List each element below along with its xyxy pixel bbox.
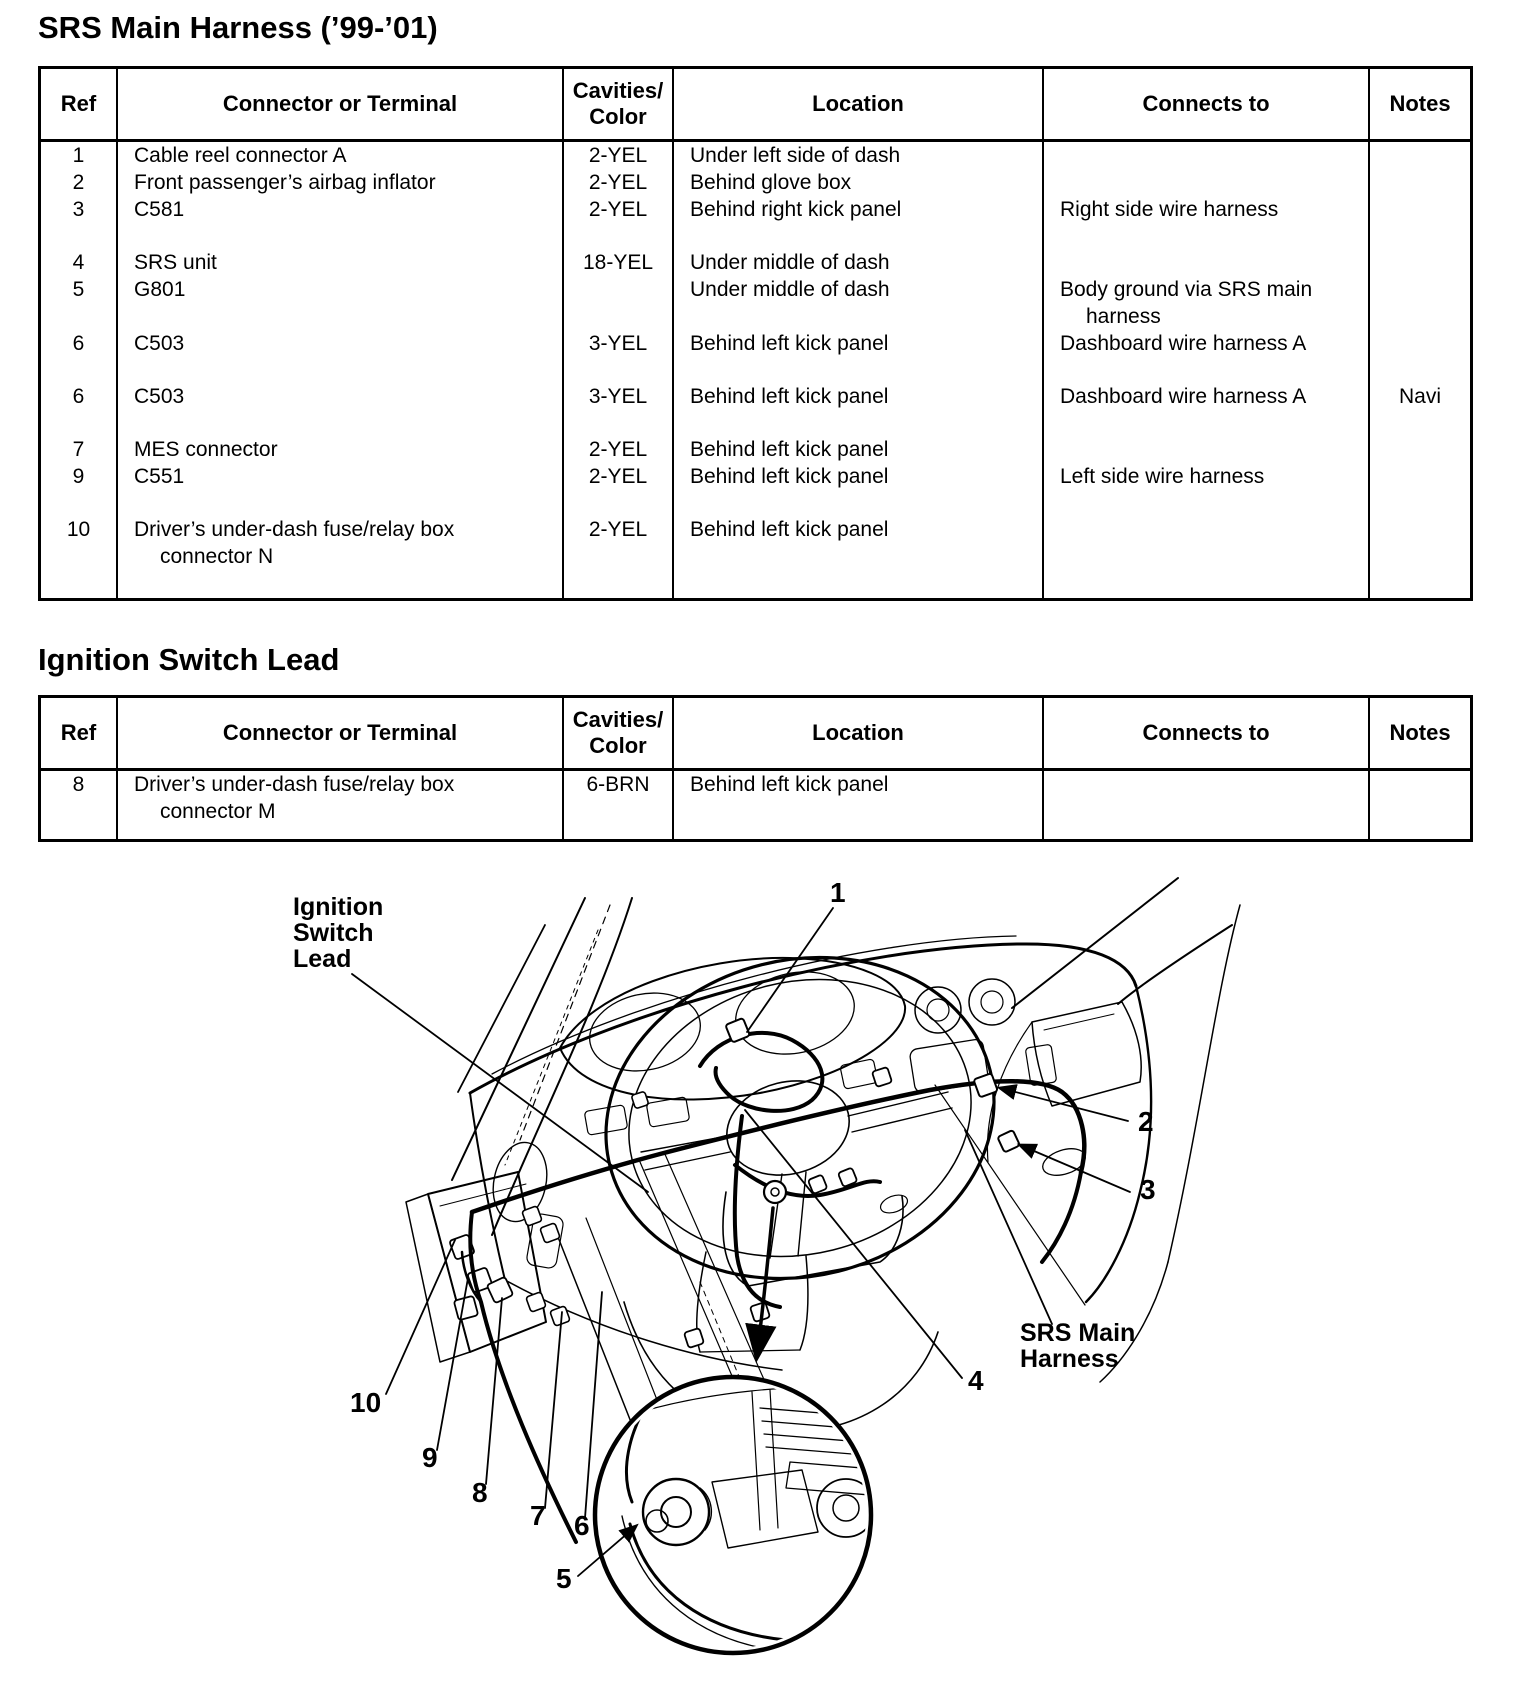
cell-location: Under middle of dash — [672, 249, 1042, 276]
cell-ref — [41, 223, 116, 249]
cell-cavities: 2-YEL — [562, 516, 672, 570]
cell-connects-to — [1042, 142, 1368, 169]
cell-connector — [116, 829, 562, 839]
cell-cavities: 3-YEL — [562, 330, 672, 357]
cell-ref — [41, 410, 116, 436]
table-row-ref-3 — [41, 196, 1470, 223]
table-row-ref-7 — [41, 436, 1470, 463]
cell-notes — [1368, 463, 1470, 490]
column-header-connector-or-terminal: Connector or Terminal — [116, 69, 562, 142]
cell-location: Under middle of dash — [672, 276, 1042, 330]
table-row-ref-9 — [41, 463, 1470, 490]
spacer-row — [41, 410, 1470, 436]
cell-notes — [1368, 169, 1470, 196]
cell-notes — [1368, 249, 1470, 276]
callout-1: 1 — [830, 877, 846, 908]
cell-connects-to: Dashboard wire harness A — [1042, 330, 1368, 357]
cell-connects-to — [1042, 516, 1368, 570]
cell-connector: C581 — [116, 196, 562, 223]
ignition-switch-lead-label-line2: Switch — [293, 919, 374, 947]
leader-7 — [545, 1312, 562, 1508]
cell-ref: 2 — [72, 171, 85, 194]
cell-cavities — [562, 490, 672, 516]
cell-notes — [1368, 223, 1470, 249]
spacer-row — [41, 570, 1470, 598]
column-header-ref: Ref — [41, 69, 116, 142]
spacer-row — [41, 357, 1470, 383]
cell-connector: G801 — [116, 276, 562, 330]
header-row — [41, 698, 1470, 771]
cell-location: Behind right kick panel — [672, 196, 1042, 223]
cell-notes — [1368, 771, 1470, 829]
cell-connector: Cable reel connector A — [116, 142, 562, 169]
cell-connector: MES connector — [116, 436, 562, 463]
ignition-table-body — [41, 771, 1470, 839]
dashboard-outline — [470, 936, 1151, 1370]
cell-location — [672, 490, 1042, 516]
cell-location: Behind glove box — [672, 169, 1042, 196]
dashboard-wiring-diagram — [0, 874, 1520, 1704]
cell-connector: Front passenger’s airbag inflator — [116, 169, 562, 196]
cell-cavities: 2-YEL — [562, 196, 672, 223]
srs-main-harness-label-line2: Harness — [1020, 1345, 1119, 1373]
cell-connects-to — [1042, 436, 1368, 463]
cell-location — [672, 410, 1042, 436]
callout-9: 9 — [422, 1442, 438, 1473]
column-header-connects-to: Connects to — [1042, 69, 1368, 142]
cell-cavities: 3-YEL — [562, 383, 672, 410]
cell-ref: 6 — [72, 385, 85, 408]
cell-ref: 6 — [72, 332, 85, 355]
cell-connects-to — [1042, 357, 1368, 383]
ignition-switch-lead-table — [38, 695, 1473, 842]
cell-notes — [1368, 436, 1470, 463]
cell-cavities — [562, 410, 672, 436]
cell-cavities — [562, 357, 672, 383]
cell-location: Behind left kick panel — [672, 516, 1042, 570]
cell-location: Behind left kick panel — [672, 436, 1042, 463]
column-header-location: Location — [672, 69, 1042, 142]
cell-cavities: 2-YEL — [562, 463, 672, 490]
cell-connects-to — [1042, 223, 1368, 249]
cell-ref: 3 — [72, 198, 85, 221]
cell-cavities: 2-YEL — [562, 436, 672, 463]
cell-location — [672, 357, 1042, 383]
cell-ref: 9 — [72, 465, 85, 488]
cell-location: Behind left kick panel — [672, 771, 1042, 829]
cell-connector: C503 — [116, 330, 562, 357]
table-row-ref-10 — [41, 516, 1470, 570]
ignition-switch-lead-title: Ignition Switch Lead — [38, 642, 340, 677]
cell-location: Behind left kick panel — [672, 330, 1042, 357]
column-header-location: Location — [672, 698, 1042, 771]
callout-7: 7 — [530, 1500, 546, 1531]
cell-connects-to: Body ground via SRS main harness — [1042, 276, 1368, 330]
spacer-row — [41, 223, 1470, 249]
header-row — [41, 69, 1470, 142]
spacer-row — [41, 490, 1470, 516]
cell-notes — [1368, 357, 1470, 383]
cell-connector — [116, 570, 562, 598]
cell-notes: Navi — [1368, 383, 1470, 410]
inset-magnifier-circle — [595, 1365, 1086, 1653]
cell-connects-to — [1042, 829, 1368, 839]
cell-cavities — [562, 570, 672, 598]
cell-notes — [1368, 490, 1470, 516]
cell-connects-to — [1042, 410, 1368, 436]
cell-notes — [1368, 330, 1470, 357]
cell-connects-to: Left side wire harness — [1042, 463, 1368, 490]
callout-3: 3 — [1140, 1174, 1156, 1205]
column-header-cavities: Cavities/ Color — [562, 69, 672, 142]
cell-connector: C503 — [116, 383, 562, 410]
cell-connector — [116, 410, 562, 436]
cell-ref: 10 — [66, 518, 91, 541]
cell-connects-to — [1042, 249, 1368, 276]
column-header-notes: Notes — [1368, 69, 1470, 142]
spacer-row — [41, 829, 1470, 839]
cell-ref — [41, 829, 116, 839]
cell-connector: Driver’s under-dash fuse/relay box connector M — [116, 771, 562, 829]
leader-4 — [745, 1110, 962, 1378]
srs-table-body — [41, 142, 1470, 598]
callout-6: 6 — [574, 1510, 590, 1541]
table-row-ref-5 — [41, 276, 1470, 330]
cell-cavities — [562, 276, 672, 330]
table-row-ref-2 — [41, 169, 1470, 196]
cell-connects-to — [1042, 490, 1368, 516]
srs-main-harness-label-line1: SRS Main — [1020, 1319, 1136, 1347]
column-header-ref: Ref — [41, 698, 116, 771]
table-row-ref-6 — [41, 330, 1470, 357]
leader-3 — [1020, 1145, 1130, 1192]
cell-notes — [1368, 196, 1470, 223]
cell-ref — [41, 570, 116, 598]
leader-10 — [386, 1240, 455, 1394]
srs-main-harness-title: SRS Main Harness (’99-’01) — [38, 10, 438, 45]
cell-ref: 1 — [72, 144, 85, 167]
cell-ref: 4 — [72, 251, 85, 274]
cell-notes — [1368, 410, 1470, 436]
cell-connector: SRS unit — [116, 249, 562, 276]
column-header-connects-to: Connects to — [1042, 698, 1368, 771]
cell-ref — [41, 357, 116, 383]
leader-srs-harness — [965, 1130, 1052, 1324]
cell-notes — [1368, 276, 1470, 330]
right-pillar — [1012, 878, 1240, 1382]
cell-connects-to — [1042, 771, 1368, 829]
table-row-ref-8 — [41, 771, 1470, 829]
cell-cavities — [562, 829, 672, 839]
cell-connects-to: Right side wire harness — [1042, 196, 1368, 223]
cell-cavities: 2-YEL — [562, 142, 672, 169]
callout-8: 8 — [472, 1477, 488, 1508]
cell-ref: 7 — [72, 438, 85, 461]
cell-connector: Driver’s under-dash fuse/relay box connector N — [116, 516, 562, 570]
srs-table-header — [41, 69, 1470, 142]
table-row-ref-1 — [41, 142, 1470, 169]
ignition-table-header — [41, 698, 1470, 771]
cell-location — [672, 829, 1042, 839]
column-header-notes: Notes — [1368, 698, 1470, 771]
callout-4: 4 — [968, 1365, 984, 1396]
leader-ignition-lead — [352, 974, 648, 1192]
cell-ref — [41, 490, 116, 516]
cell-notes — [1368, 516, 1470, 570]
cell-connector — [116, 223, 562, 249]
cell-location: Behind left kick panel — [672, 383, 1042, 410]
cell-cavities — [562, 223, 672, 249]
cell-connects-to — [1042, 169, 1368, 196]
cell-notes — [1368, 829, 1470, 839]
cell-ref: 8 — [72, 773, 85, 796]
cell-ref: 5 — [72, 278, 85, 301]
callout-2: 2 — [1138, 1106, 1154, 1137]
cell-connects-to — [1042, 570, 1368, 598]
table-row-ref-4 — [41, 249, 1470, 276]
column-header-cavities: Cavities/ Color — [562, 698, 672, 771]
table-row-ref-6 — [41, 383, 1470, 410]
cell-notes — [1368, 570, 1470, 598]
cell-connects-to: Dashboard wire harness A — [1042, 383, 1368, 410]
srs-main-harness-table — [38, 66, 1473, 601]
callout-5: 5 — [556, 1563, 572, 1594]
cell-cavities: 2-YEL — [562, 169, 672, 196]
cell-location — [672, 223, 1042, 249]
cell-location — [672, 570, 1042, 598]
leader-9 — [437, 1278, 468, 1450]
cell-notes — [1368, 142, 1470, 169]
cell-cavities: 18-YEL — [562, 249, 672, 276]
cell-location: Under left side of dash — [672, 142, 1042, 169]
cell-connector — [116, 357, 562, 383]
column-header-connector-or-terminal: Connector or Terminal — [116, 698, 562, 771]
cell-connector: C551 — [116, 463, 562, 490]
ignition-switch-lead-label-line1: Ignition — [293, 893, 384, 921]
callout-10: 10 — [350, 1387, 382, 1418]
ignition-switch-lead-label-line3: Lead — [293, 945, 352, 973]
cell-cavities: 6-BRN — [562, 771, 672, 829]
cell-location: Behind left kick panel — [672, 463, 1042, 490]
cell-connector — [116, 490, 562, 516]
